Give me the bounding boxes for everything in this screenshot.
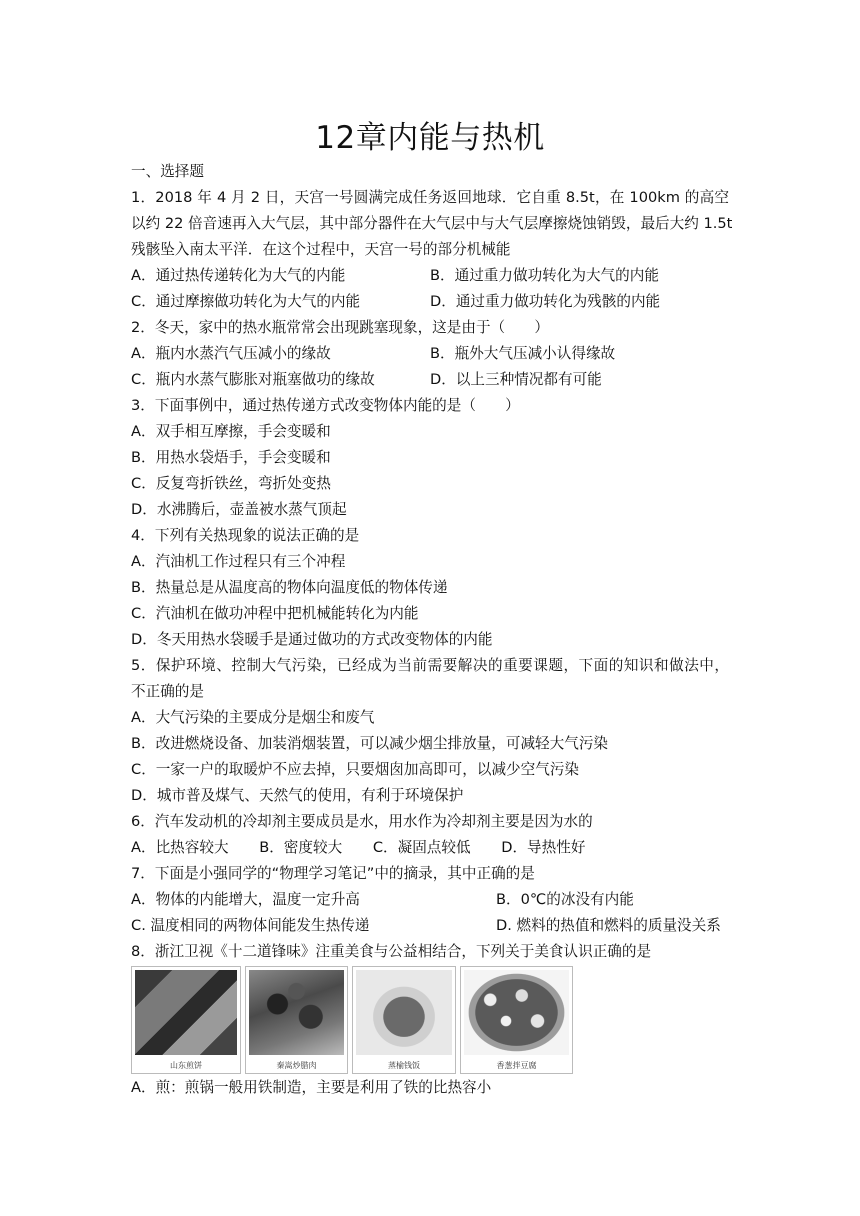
doufu-image [464, 970, 569, 1055]
q7-option-b: B．0℃的冰没有内能 [496, 891, 634, 908]
q3-option-c: C．反复弯折铁丝，弯折处变热 [131, 475, 331, 492]
jianbing-image [135, 970, 237, 1055]
q5-stem-line-2: 不正确的是 [131, 683, 204, 700]
food-photo-jianbing [131, 966, 241, 1074]
food-photo-doufu [460, 966, 573, 1074]
q2-option-b: B．瓶外大气压减小认得缘故 [430, 345, 616, 362]
q5-option-d: D．城市普及煤气、天然气的使用，有利于环境保护 [131, 787, 464, 804]
q4-stem: 4．下列有关热现象的说法正确的是 [131, 527, 360, 544]
q6-option-row [131, 838, 741, 858]
q2-option-row-2 [131, 370, 741, 390]
q1-option-d: D．通过重力做功转化为残骸的内能 [430, 293, 661, 310]
section-heading: 一、选择题 [131, 163, 204, 180]
q7-option-c: C. 温度相同的两物体间能发生热传递 [131, 917, 370, 934]
caption-2: 秦嵩炒腊肉 [276, 1061, 317, 1070]
q6-option-c: C．凝固点较低 [372, 839, 471, 856]
q1-option-row-2 [131, 292, 741, 312]
q5-option-c: C．一家一户的取暖炉不应去掉，只要烟囱加高即可，以减少空气污染 [131, 761, 580, 778]
q4-option-c: C．汽油机在做功冲程中把机械能转化为内能 [131, 605, 419, 622]
q3-option-d: D．水沸腾后，壶盖被水蒸气顶起 [131, 501, 347, 518]
q7-option-d: D. 燃料的热值和燃料的质量没关系 [496, 917, 721, 934]
food-photo-larou [245, 966, 348, 1074]
q2-option-row-1 [131, 344, 741, 364]
q4-option-d: D．冬天用热水袋暖手是通过做功的方式改变物体的内能 [131, 631, 493, 648]
caption-3: 蒸榆钱饭 [388, 1061, 420, 1070]
caption-1: 山东煎饼 [170, 1061, 202, 1070]
q2-option-c: C．瓶内水蒸气膨胀对瓶塞做功的缘故 [131, 371, 375, 388]
q1-option-c: C．通过摩擦做功转化为大气的内能 [131, 293, 361, 310]
q6-option-d: D．导热性好 [501, 839, 586, 856]
q7-option-a: A．物体的内能增大，温度一定升高 [131, 891, 360, 908]
q1-option-b: B．通过重力做功转化为大气的内能 [430, 267, 659, 284]
q2-stem: 2．冬天，家中的热水瓶常常会出现跳塞现象，这是由于（ ） [131, 319, 549, 336]
larou-image [249, 970, 344, 1055]
q1-stem-line-3: 残骸坠入南太平洋．在这个过程中，天宫一号的部分机械能 [131, 241, 511, 258]
q6-option-a: A．比热容较大 [131, 839, 229, 856]
q2-option-d: D．以上三种情况都有可能 [430, 371, 602, 388]
q7-option-row-2 [131, 916, 741, 936]
q2-option-a: A．瓶内水蒸汽气压减小的缘故 [131, 345, 331, 362]
q1-stem-line-2: 以约 22 倍音速再入大气层，其中部分器件在大气层中与大气层摩擦烧蚀销毁，最后大约 1.5t [131, 215, 733, 232]
q5-option-a: A．大气污染的主要成分是烟尘和废气 [131, 709, 375, 726]
q8-stem: 8．浙江卫视《十二道锋味》注重美食与公益相结合，下列关于美食认识正确的是 [131, 943, 652, 960]
yuqianfan-image [356, 970, 452, 1055]
q1-option-row-1 [131, 266, 741, 286]
q6-option-b: B．密度较大 [259, 839, 343, 856]
q1-option-a: A．通过热传递转化为大气的内能 [131, 267, 346, 284]
q8-option-a: A．煎：煎锅一般用铁制造，主要是利用了铁的比热容小 [131, 1079, 492, 1096]
q7-option-row-1 [131, 890, 741, 910]
q5-option-b: B．改进燃烧设备、加装消烟装置，可以减少烟尘排放量，可减轻大气污染 [131, 735, 609, 752]
q7-stem: 7．下面是小强同学的“物理学习笔记”中的摘录，其中正确的是 [131, 865, 535, 882]
page-title: 12章内能与热机 [315, 120, 545, 156]
q8-food-images [131, 966, 577, 1074]
caption-4: 香葱拌豆腐 [496, 1061, 537, 1070]
q3-stem: 3．下面事例中，通过热传递方式改变物体内能的是（ ） [131, 397, 520, 414]
q6-stem: 6．汽车发动机的冷却剂主要成员是水，用水作为冷却剂主要是因为水的 [131, 813, 593, 830]
q3-option-a: A．双手相互摩擦，手会变暖和 [131, 423, 331, 440]
q4-option-b: B．热量总是从温度高的物体向温度低的物体传递 [131, 579, 448, 596]
q4-option-a: A．汽油机工作过程只有三个冲程 [131, 553, 346, 570]
q5-stem-line-1: 5．保护环境、控制大气污染，已经成为当前需要解决的重要课题，下面的知识和做法中， [131, 657, 729, 674]
q3-option-b: B．用热水袋焐手，手会变暖和 [131, 449, 331, 466]
food-photo-yuqianfan [352, 966, 456, 1074]
q1-stem-line-1: 1．2018 年 4 月 2 日，天宫一号圆满完成任务返回地球．它自重 8.5t，在 100km 的高空 [131, 189, 729, 206]
